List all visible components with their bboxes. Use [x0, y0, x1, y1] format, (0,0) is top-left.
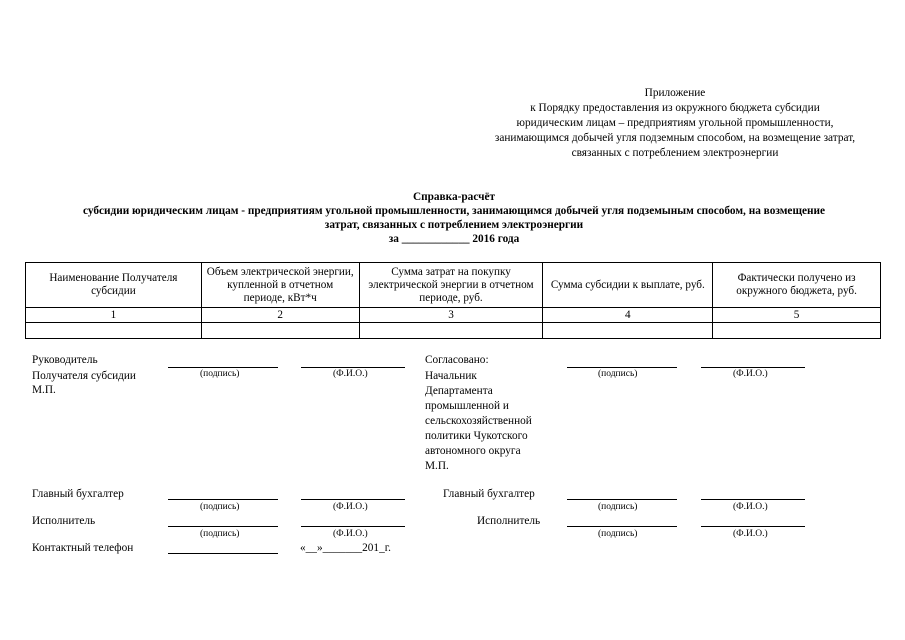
- column-number: 3: [359, 308, 543, 323]
- table-header-row: [26, 263, 881, 308]
- dept-executor-label: Исполнитель: [477, 515, 541, 527]
- table-cell[interactable]: [26, 323, 202, 339]
- department-head-block: [425, 369, 532, 474]
- header-recipient: Наименование Получателя субсидии: [26, 263, 202, 308]
- executor-label: Исполнитель: [32, 515, 96, 527]
- subsidy-table: [25, 262, 881, 339]
- appendix-line: юридическим лицам – предприятиям угольной промышленности,: [516, 117, 834, 129]
- recipient-label: Получателя субсидии: [32, 370, 136, 382]
- name-caption: (Ф.И.О.): [333, 529, 368, 539]
- header-energy-volume: Объем электрической энергии, купленной в отчетном периоде, кВт*ч: [201, 263, 359, 308]
- sign-caption: (подпись): [200, 529, 240, 539]
- appendix-note: [440, 86, 905, 161]
- title-period: за ____________ 2016 года: [388, 233, 520, 245]
- sign-caption: (подпись): [598, 529, 638, 539]
- sign-caption: (подпись): [598, 369, 638, 379]
- appendix-line: Приложение: [644, 87, 706, 99]
- table-number-row: [26, 308, 881, 323]
- seal-label: М.П.: [32, 384, 56, 396]
- table-row: [26, 323, 881, 339]
- header-energy-cost: Сумма затрат на покупку электрической энергии в отчетном периоде, руб.: [359, 263, 543, 308]
- table-cell[interactable]: [359, 323, 543, 339]
- head-name-line[interactable]: [301, 367, 405, 368]
- dept-accountant-signature-line[interactable]: [567, 499, 677, 500]
- dept-executor-signature-line[interactable]: [567, 526, 677, 527]
- executor-signature-line[interactable]: [168, 526, 278, 527]
- column-number: 2: [201, 308, 359, 323]
- column-number: 4: [543, 308, 713, 323]
- sign-caption: (подпись): [200, 502, 240, 512]
- name-caption: (Ф.И.О.): [733, 529, 768, 539]
- date-field[interactable]: «__»_______201_г.: [300, 542, 391, 554]
- appendix-line: связанных с потреблением электроэнергии: [571, 147, 779, 159]
- department-line: Начальник: [425, 370, 477, 382]
- head-label: Руководитель: [32, 354, 98, 366]
- department-line: автономного округа: [425, 445, 521, 457]
- phone-label: Контактный телефон: [32, 542, 134, 554]
- table-cell[interactable]: [543, 323, 713, 339]
- dept-executor-name-line[interactable]: [701, 526, 805, 527]
- appendix-line: к Порядку предоставления из окружного бюджета субсидии: [530, 102, 820, 114]
- department-line: Департамента: [425, 385, 493, 397]
- accountant-signature-line[interactable]: [168, 499, 278, 500]
- agreed-label: Согласовано:: [425, 354, 489, 366]
- column-number: 1: [26, 308, 202, 323]
- dept-accountant-name-line[interactable]: [701, 499, 805, 500]
- accountant-label: Главный бухгалтер: [32, 488, 124, 500]
- document-title: [22, 190, 886, 246]
- appendix-line: занимающимся добычей угля подземным способом, на возмещение затрат,: [494, 132, 856, 144]
- column-number: 5: [713, 308, 881, 323]
- dept-accountant-label: Главный бухгалтер: [443, 488, 535, 500]
- header-received: Фактически получено из окружного бюджета, руб.: [713, 263, 881, 308]
- accountant-name-line[interactable]: [301, 499, 405, 500]
- table-cell[interactable]: [713, 323, 881, 339]
- head-signature-line[interactable]: [168, 367, 278, 368]
- title-subject-cont: затрат, связанных с потреблением электроэнергии: [324, 219, 584, 231]
- sign-caption: (подпись): [598, 502, 638, 512]
- title-subject: субсидии юридическим лицам - предприятиям угольной промышленности, занимающимся добычей угля подземыным способом, на возмещение: [82, 205, 826, 217]
- title-heading: Справка-расчёт: [412, 191, 496, 203]
- header-subsidy-amount: Сумма субсидии к выплате, руб.: [543, 263, 713, 308]
- department-seal: М.П.: [425, 460, 449, 472]
- name-caption: (Ф.И.О.): [733, 502, 768, 512]
- department-line: политики Чукотского: [425, 430, 528, 442]
- dept-signature-line[interactable]: [567, 367, 677, 368]
- name-caption: (Ф.И.О.): [333, 502, 368, 512]
- department-line: промышленной и: [425, 400, 509, 412]
- table-cell[interactable]: [201, 323, 359, 339]
- dept-name-line[interactable]: [701, 367, 805, 368]
- phone-line[interactable]: [168, 553, 278, 554]
- department-line: сельскохозяйственной: [425, 415, 532, 427]
- name-caption: (Ф.И.О.): [733, 369, 768, 379]
- executor-name-line[interactable]: [301, 526, 405, 527]
- sign-caption: (подпись): [200, 369, 240, 379]
- name-caption: (Ф.И.О.): [333, 369, 368, 379]
